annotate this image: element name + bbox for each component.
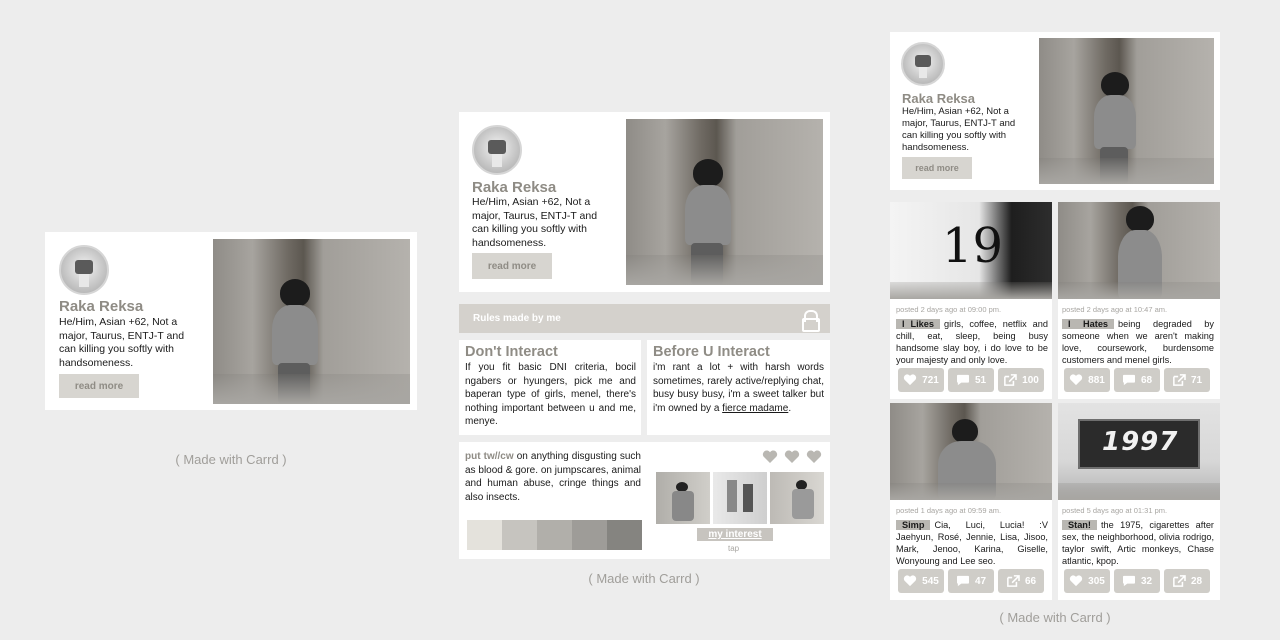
comments-button[interactable]: 51 xyxy=(948,368,994,392)
external-link-icon xyxy=(1172,374,1186,386)
lock-icon[interactable] xyxy=(802,310,816,328)
share-button[interactable]: 66 xyxy=(998,569,1044,593)
post-tag: I Likes xyxy=(896,319,940,329)
color-swatch xyxy=(467,520,502,550)
dont-interact-card xyxy=(459,340,641,435)
likes-button[interactable]: 721 xyxy=(898,368,944,392)
my-interest-button[interactable]: my interest xyxy=(697,528,773,541)
share-button[interactable]: 100 xyxy=(998,368,1044,392)
post-text: I Likes girls, coffee, netflix and chill, eat, sleep, being busy handsome slay boy, i do love to be your majesty and only love. xyxy=(896,319,1048,365)
rules-bar[interactable] xyxy=(459,304,830,333)
read-more-button[interactable]: read more xyxy=(902,157,972,179)
post-card-1 xyxy=(890,202,1052,399)
before-interact-text: i'm rant a lot + with harsh words sometimes, rarely active/replying chat, busy busy busy, i'm a sweet talker but i'm owned by a fierce madame. xyxy=(653,362,824,414)
comment-icon xyxy=(956,575,970,587)
profile-card-3 xyxy=(890,32,1220,190)
interest-thumb-1[interactable] xyxy=(656,472,710,524)
profile-card-1 xyxy=(45,232,417,410)
dont-interact-text: If you fit basic DNI criteria, bocil ngabers or hyungers, pick me and baperan type of girls, menel, there's nothing important between u and me, menye. xyxy=(465,362,636,428)
house-number: 19 xyxy=(942,218,1004,274)
post-text: Simp Cia, Luci, Lucia! :V Jaehyun, Rosé, Jennie, Lisa, Jisoo, Mark, Jenoo, Karina, Giselle, Wonyoung and Lee seo. xyxy=(896,520,1048,566)
color-swatch xyxy=(537,520,572,550)
profile-bio: He/Him, Asian +62, Not a major, Taurus, ENTJ-T and can killing you softly with handsomeness. xyxy=(902,106,1016,153)
post-photo xyxy=(890,403,1052,500)
post-photo xyxy=(890,202,1052,299)
likes-button[interactable]: 881 xyxy=(1064,368,1110,392)
profile-bio: He/Him, Asian +62, Not a major, Taurus, ENTJ-T and can killing you softly with handsomeness. xyxy=(59,316,185,369)
heart-icon xyxy=(1069,374,1083,386)
post-text: I Hates being degraded by someone when we aren't making love, coursework, burdensome customers and menel girls. xyxy=(1062,319,1214,365)
color-swatch xyxy=(572,520,607,550)
post-meta: posted 2 days ago at 09:00 pm. xyxy=(896,305,1002,314)
avatar xyxy=(472,125,522,175)
interest-thumb-2[interactable] xyxy=(713,472,767,524)
avatar xyxy=(59,245,109,295)
person-figure xyxy=(268,279,328,404)
share-button[interactable]: 28 xyxy=(1164,569,1210,593)
likes-button[interactable]: 305 xyxy=(1064,569,1110,593)
profile-bio: He/Him, Asian +62, Not a major, Taurus, ENTJ-T and can killing you softly with handsomeness. xyxy=(472,196,598,249)
avatar xyxy=(901,42,945,86)
person-figure xyxy=(681,159,741,285)
interest-thumb-3[interactable] xyxy=(770,472,824,524)
profile-name: Raka Reksa xyxy=(902,91,975,106)
made-with-carrd-2[interactable]: ( Made with Carrd ) xyxy=(588,571,700,586)
person-figure xyxy=(1091,72,1143,184)
post-meta: posted 2 days ago at 10:47 am. xyxy=(1062,305,1168,314)
profile-name: Raka Reksa xyxy=(59,298,144,315)
profile-photo xyxy=(1039,38,1214,184)
made-with-carrd-3[interactable]: ( Made with Carrd ) xyxy=(999,610,1111,625)
post-text: Stan! the 1975, cigarettes after sex, the neighborhood, olivia rodrigo, taylor swift, Artic monkeys, Chase atlantic, kpop. xyxy=(1062,520,1214,566)
comment-icon xyxy=(956,374,970,386)
profile-photo xyxy=(213,239,410,404)
post-tag: Stan! xyxy=(1062,520,1097,530)
before-interact-card xyxy=(647,340,830,435)
post-photo xyxy=(1058,202,1220,299)
comments-button[interactable]: 47 xyxy=(948,569,994,593)
profile-card-2 xyxy=(459,112,830,292)
heart-icon[interactable] xyxy=(806,450,822,464)
profile-photo xyxy=(626,119,823,285)
external-link-icon xyxy=(1003,374,1017,386)
hearts-row xyxy=(762,450,822,464)
interest-card xyxy=(459,442,830,559)
post-card-4 xyxy=(1058,403,1220,600)
comments-button[interactable]: 32 xyxy=(1114,569,1160,593)
color-swatch xyxy=(607,520,642,550)
external-link-icon xyxy=(1172,575,1186,587)
post-card-2 xyxy=(1058,202,1220,399)
heart-icon[interactable] xyxy=(762,450,778,464)
comment-icon xyxy=(1122,575,1136,587)
heart-icon xyxy=(1069,575,1083,587)
dont-interact-title: Don't Interact xyxy=(465,344,558,360)
tw-text: put tw//cw on anything disgusting such as blood & gore. on jumpscares, animal and human abuse, cringe things and also insects. xyxy=(465,451,641,503)
color-swatch xyxy=(502,520,537,550)
profile-name: Raka Reksa xyxy=(472,179,557,196)
post-card-3 xyxy=(890,403,1052,600)
share-button[interactable]: 71 xyxy=(1164,368,1210,392)
post-meta: posted 1 days ago at 09:59 am. xyxy=(896,506,1002,515)
post-photo xyxy=(1058,403,1220,500)
post-tag: I Hates xyxy=(1062,319,1114,329)
heart-icon[interactable] xyxy=(784,450,800,464)
person-figure xyxy=(934,419,1000,500)
made-with-carrd-1[interactable]: ( Made with Carrd ) xyxy=(175,452,287,467)
post-tag: Simp xyxy=(896,520,930,530)
heart-icon xyxy=(903,374,917,386)
person-figure xyxy=(1116,206,1166,299)
comments-button[interactable]: 68 xyxy=(1114,368,1160,392)
before-interact-title: Before U Interact xyxy=(653,344,770,360)
sign-number: 1997 xyxy=(1102,427,1179,457)
comment-icon xyxy=(1122,374,1136,386)
heart-icon xyxy=(903,575,917,587)
tap-label: tap xyxy=(728,544,740,553)
rules-title: Rules made by me xyxy=(473,313,561,324)
fierce-madame-link[interactable]: fierce madame xyxy=(722,402,789,414)
post-meta: posted 5 days ago at 01:31 pm. xyxy=(1062,506,1168,515)
read-more-button[interactable]: read more xyxy=(472,253,552,279)
external-link-icon xyxy=(1006,575,1020,587)
likes-button[interactable]: 545 xyxy=(898,569,944,593)
read-more-button[interactable]: read more xyxy=(59,374,139,398)
